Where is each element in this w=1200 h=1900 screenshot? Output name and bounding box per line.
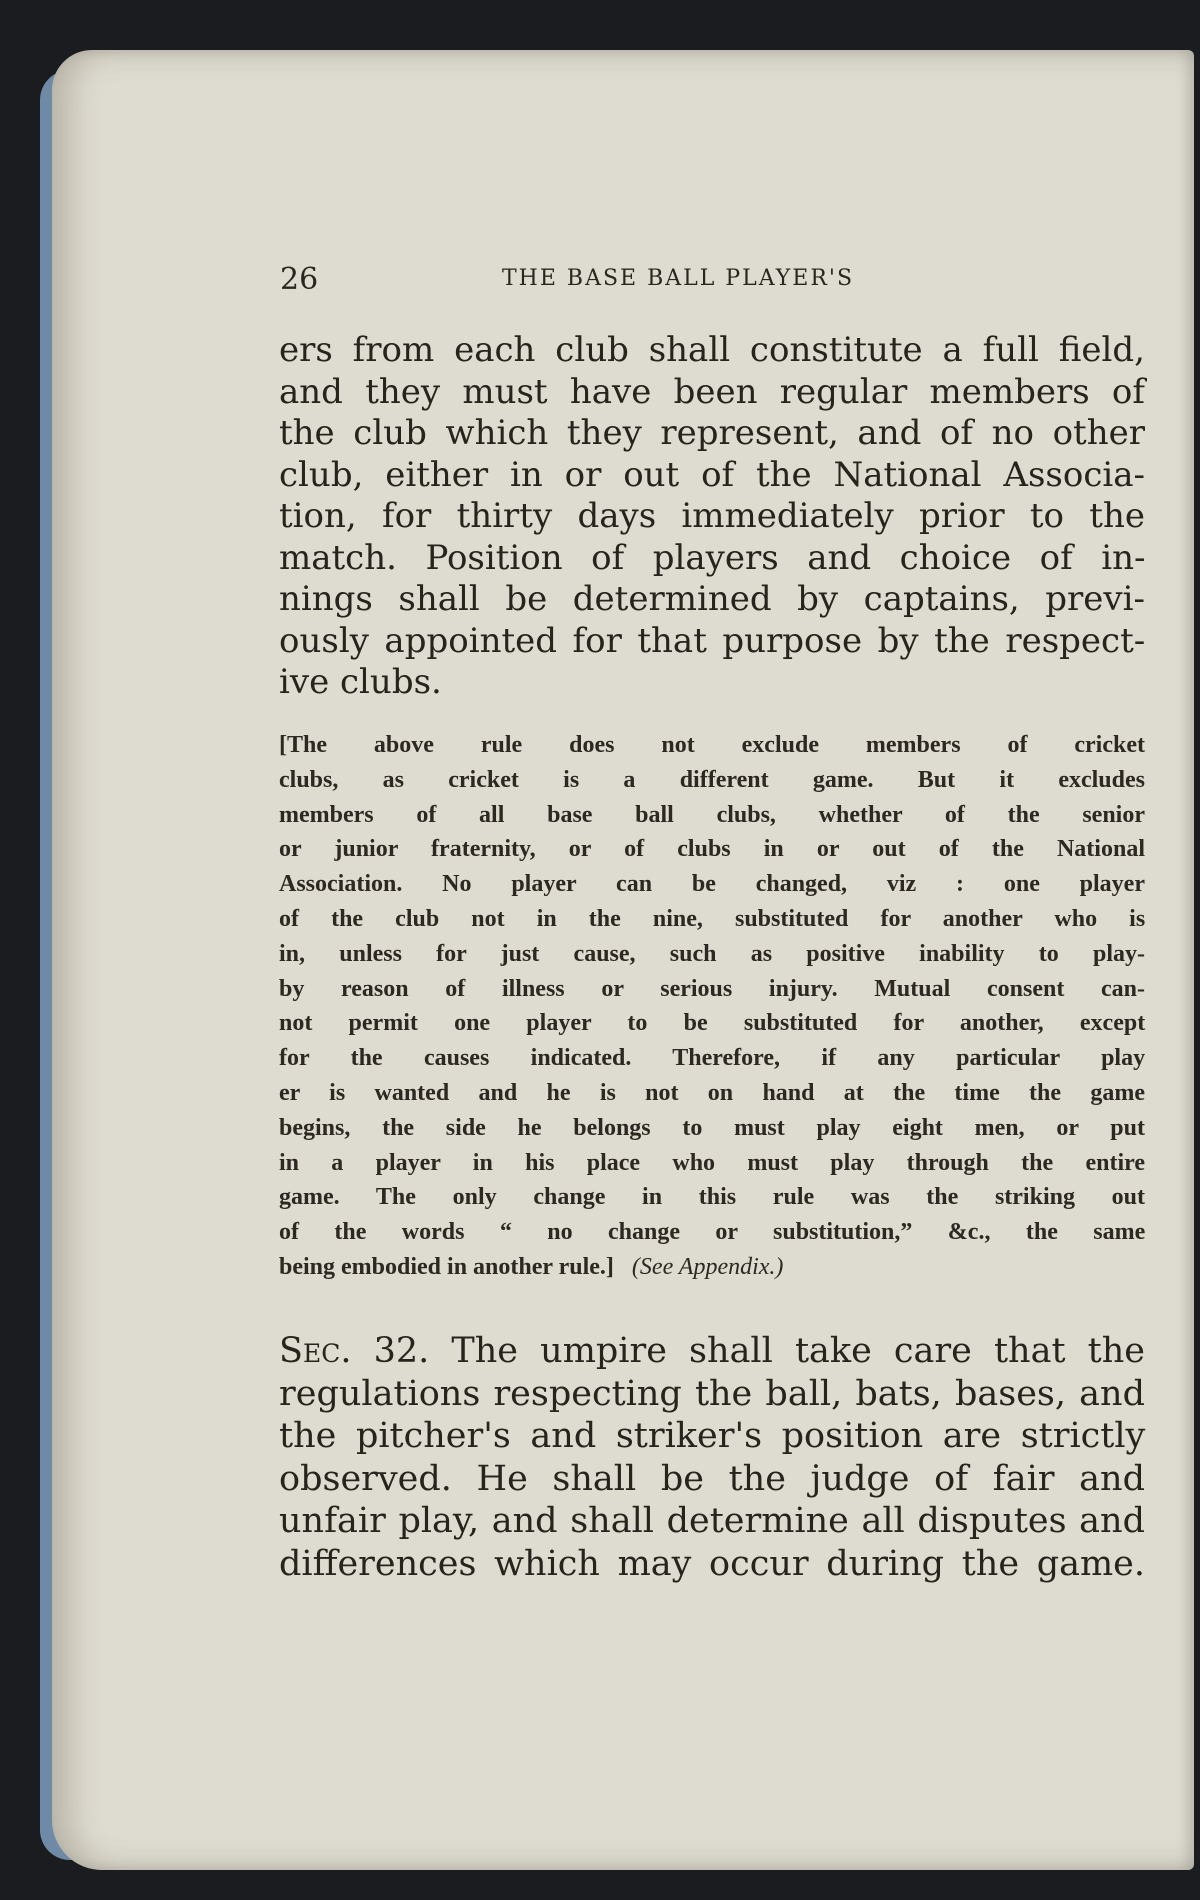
text-line: clubs, as cricket is a different game. But it excludes: [279, 766, 1145, 793]
note-end-text: being embodied in another rule.]: [279, 1253, 614, 1280]
text-line: tion, for thirty days immediately prior to the: [279, 496, 1145, 536]
page-header: [272, 262, 1152, 302]
text-line: or junior fraternity, or of clubs in or out of the National: [279, 836, 1145, 863]
text-line: for the causes indicated. Therefore, if any particular play: [279, 1045, 1146, 1072]
text-line: and they must have been regular members of: [279, 371, 1145, 412]
text-line: game. The only change in this rule was the striking out: [279, 1184, 1145, 1211]
text-line: unfair play, and shall determine all disputes and: [279, 1501, 1145, 1541]
text-line: match. Position of players and choice of in-: [279, 537, 1146, 578]
text-line: observed. He shall be the judge of fair and: [279, 1458, 1145, 1499]
text-line: in a player in his place who must play through the entire: [279, 1149, 1145, 1176]
text-line: ive clubs.: [279, 662, 442, 702]
text-line: er is wanted and he is not on hand at the time the game: [279, 1079, 1145, 1106]
running-head: THE BASE BALL PLAYER'S: [502, 266, 855, 291]
text-line: the club which they represent, and of no other: [279, 413, 1145, 453]
section-first-line: The umpire shall take care that the: [451, 1331, 1145, 1371]
text-line: [279, 1250, 1145, 1285]
section-label: Sec. 32.: [279, 1331, 430, 1371]
text-line: ers from each club shall constitute a full field,: [279, 330, 1145, 370]
text-line: differences which may occur during the game.: [279, 1543, 1145, 1584]
text-line: [279, 1330, 1145, 1373]
text-line: [The above rule does not exclude members of cricket: [279, 732, 1145, 758]
text-line: of the words “ no change or substitution,” &c., the same: [279, 1219, 1146, 1246]
section-32: [279, 1330, 1145, 1585]
text-line: by reason of illness or serious injury. Mutual consent can-: [279, 975, 1145, 1002]
text-line: club, either in or out of the National Associa-: [279, 454, 1145, 495]
text-line: nings shall be determined by captains, previ-: [279, 579, 1145, 619]
text-line: in, unless for just cause, such as positive inability to play-: [279, 940, 1145, 967]
text-line: begins, the side he belongs to must play eight men, or put: [279, 1114, 1145, 1141]
text-line: regulations respecting the ball, bats, bases, and: [279, 1373, 1145, 1414]
text-line: members of all base ball clubs, whether of the senior: [279, 801, 1145, 828]
text-line: not permit one player to be substituted for another, except: [279, 1010, 1146, 1037]
text-line: ously appointed for that purpose by the respect-: [279, 620, 1146, 661]
note-paragraph: [279, 728, 1145, 1285]
text-line: Association. No player can be changed, viz : one player: [279, 871, 1145, 898]
text-line: the pitcher's and striker's position are strictly: [279, 1416, 1146, 1456]
appendix-reference: (See Appendix.): [631, 1253, 784, 1280]
main-paragraph: [279, 330, 1145, 704]
page-number: 26: [280, 262, 319, 297]
text-line: of the club not in the nine, substituted for another who is: [279, 905, 1146, 932]
